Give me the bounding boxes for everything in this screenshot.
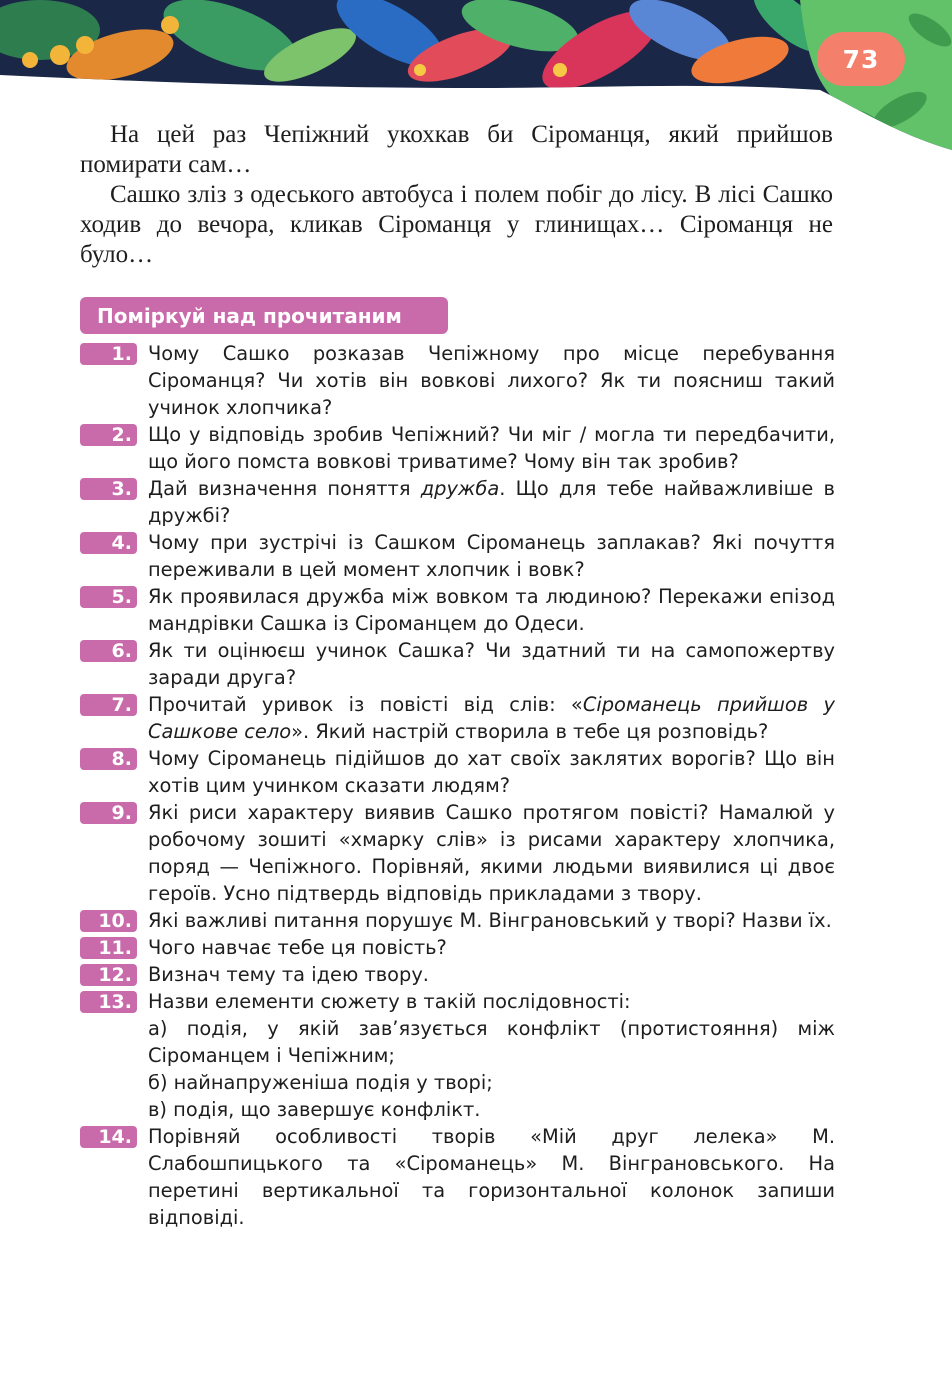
question-number: 8. <box>80 748 137 770</box>
question-text-part: Прочитай уривок із повісті від слів: « <box>148 693 583 716</box>
question-text: Чого навчає тебе ця повість? <box>148 936 447 959</box>
question-text <box>148 691 835 745</box>
sub-item: б) найнапруженіша подія у творі; <box>148 1071 493 1094</box>
question-number: 14. <box>80 1126 137 1148</box>
question-number: 7. <box>80 694 137 716</box>
question-number: 3. <box>80 478 137 500</box>
question-text: Що у відповідь зробив Чепіжний? Чи міг / могла ти передбачити, що його помста вовкові триватиме? Чому він так зробив? <box>148 423 835 473</box>
question-item <box>80 421 835 475</box>
question-number: 11. <box>80 937 137 959</box>
question-term: дружба <box>420 477 500 500</box>
question-item <box>80 988 835 1123</box>
question-number: 9. <box>80 802 137 824</box>
question-text <box>148 475 835 529</box>
question-text: Чому Сашко розказав Чепіжному про місце перебування Сіроманця? Чи хотів він вовкові лихого? Як ти поясниш такий учинок хлопчика? <box>148 342 835 419</box>
question-number: 10. <box>80 910 137 932</box>
question-number: 2. <box>80 424 137 446</box>
section-title: Поміркуй над прочитаним <box>80 297 448 334</box>
question-text-part: Назви елементи сюжету в такій послідовності: <box>148 990 631 1013</box>
question-item <box>80 1123 835 1231</box>
question-text: Чому при зустрічі із Сашком Сіроманець заплакав? Які почуття переживали в цей момент хлопчик і вовк? <box>148 531 835 581</box>
story-paragraph: Сашко зліз з одеського автобуса і полем побіг до лісу. В лісі Сашко ходив до вечора, кликав Сіроманця у глинищах… Сіроманця не було… <box>80 181 833 268</box>
question-text: Чому Сіроманець підійшов до хат своїх заклятих ворогів? Що він хотів цим учинком сказати людям? <box>148 747 835 797</box>
question-item <box>80 637 835 691</box>
question-number: 1. <box>80 343 137 365</box>
question-item <box>80 340 835 421</box>
question-text: Визнач тему та ідею твору. <box>148 963 429 986</box>
question-item <box>80 934 835 961</box>
story-paragraph: На цей раз Чепіжний укохкав би Сіроманця, який прийшов помирати сам… <box>80 121 833 178</box>
question-text-part: . Що для тебе найважливіше в дружбі? <box>148 477 835 527</box>
question-text-part: Дай визначення поняття <box>148 477 421 500</box>
question-text-part: ». Який настрій створила в тебе ця розповідь? <box>291 720 769 743</box>
question-text: Які важливі питання порушує М. Вінграновський у творі? Назви їх. <box>148 909 832 932</box>
question-quote: Сіроманець прийшов у Сашкове село <box>148 693 836 743</box>
question-number: 12. <box>80 964 137 986</box>
questions-list <box>80 340 835 1231</box>
story-text <box>80 120 833 270</box>
question-item <box>80 691 835 745</box>
question-item <box>80 529 835 583</box>
question-item <box>80 799 835 907</box>
page-number: 73 <box>817 32 905 86</box>
question-text: Порівняй особливості творів «Мій друг лелека» М. Слабошпицького та «Сіроманець» М. Вінграновського. На перетині вертикальної та горизонтальної колонок запиши відповіді. <box>148 1125 835 1229</box>
question-item <box>80 475 835 529</box>
question-item <box>80 745 835 799</box>
question-text: Як ти оцінюєш учинок Сашка? Чи здатний ти на самопожертву заради друга? <box>148 639 835 689</box>
question-text: Які риси характеру виявив Сашко протягом повісті? Намалюй у робочому зошиті «хмарку слів» із рисами характеру хлопчика, поряд — Чепіжного. Порівняй, якими людьми виявилися ці двоє героїв. Усно підтвердь відповідь прикладами з твору. <box>148 801 835 905</box>
question-text: Як проявилася дружба між вовком та людиною? Перекажи епізод мандрівки Сашка із Сіроманцем до Одеси. <box>148 585 835 635</box>
sub-item: в) подія, що завершує конфлікт. <box>148 1098 481 1121</box>
question-number: 6. <box>80 640 137 662</box>
sub-item: а) подія, у якій зав’язується конфлікт (протистояння) між Сіроманцем і Чепіжним; <box>148 1017 835 1067</box>
question-item <box>80 583 835 637</box>
question-number: 4. <box>80 532 137 554</box>
question-item <box>80 961 835 988</box>
question-item <box>80 907 835 934</box>
question-number: 13. <box>80 991 137 1013</box>
question-text <box>148 988 835 1123</box>
question-number: 5. <box>80 586 137 608</box>
